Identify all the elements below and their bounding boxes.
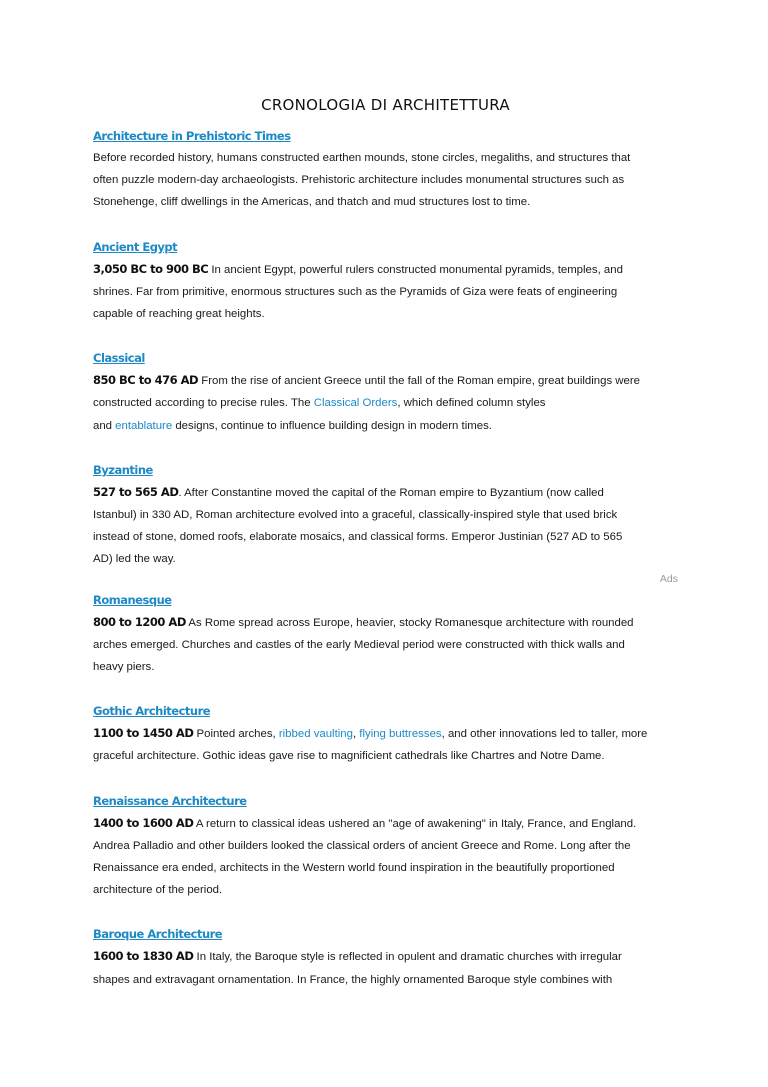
heading-classical-link[interactable]: Classical [93, 351, 145, 366]
flying-buttresses-link[interactable]: flying buttresses [359, 728, 442, 741]
date-range: 800 to 1200 AD [93, 614, 186, 629]
text-line: Istanbul) in 330 AD, Roman architecture evolved into a graceful, classically-inspired style that used brick [93, 509, 618, 522]
heading-romanesque-link[interactable]: Romanesque [93, 592, 172, 607]
text-line: A return to classical ideas ushered an "age of awakening" in Italy, France, and England. [193, 817, 637, 830]
section-romanesque [93, 589, 678, 679]
text-line: shrines. Far from primitive, enormous structures such as the Pyramids of Giza were feats of engineering [93, 285, 618, 298]
text-line: Andrea Palladio and other builders looked the classical orders of ancient Greece and Rome. Long after the [93, 839, 631, 852]
heading-byzantine-link[interactable]: Byzantine [93, 462, 153, 477]
section-classical [93, 347, 678, 437]
heading-ancient-egypt-link[interactable]: Ancient Egypt [93, 239, 178, 254]
paragraph-baroque [93, 945, 678, 990]
date-range: 527 to 565 AD [93, 484, 179, 499]
heading-baroque-link[interactable]: Baroque Architecture [93, 927, 223, 942]
text-line: architecture of the period. [93, 884, 223, 897]
date-range: 850 BC to 476 AD [93, 373, 199, 388]
heading-gothic-link[interactable]: Gothic Architecture [93, 704, 211, 719]
paragraph-gothic [93, 722, 678, 767]
text-line: arches emerged. Churches and castles of the early Medieval period were constructed with thick walls and [93, 638, 625, 651]
text-line: capable of reaching great heights. [93, 308, 265, 321]
text-line: designs, continue to influence building design in modern times. [172, 419, 492, 432]
page-title: CRONOLOGIA DI ARCHITETTURA [261, 96, 510, 114]
section-prehistoric [93, 125, 678, 214]
date-range: 1100 to 1450 AD [93, 726, 194, 741]
paragraph-romanesque [93, 611, 678, 679]
entablature-link[interactable]: entablature [115, 419, 173, 432]
text-line: As Rome spread across Europe, heavier, stocky Romanesque architecture with rounded [185, 616, 634, 629]
text-line: Pointed arches, [193, 728, 279, 741]
date-range: 3,050 BC to 900 BC [93, 261, 209, 276]
text-line: , and other innovations led to taller, more [441, 728, 648, 741]
date-range: 1600 to 1830 AD [93, 949, 194, 964]
ads-label: Ads [659, 572, 678, 585]
text-line: , [352, 728, 360, 741]
text-line: In Italy, the Baroque style is reflected in opulent and dramatic churches with irregular [193, 951, 622, 964]
text-line: From the rise of ancient Greece until the fall of the Roman empire, great buildings were [198, 375, 640, 388]
text-line: and [93, 419, 116, 432]
paragraph-ancient-egypt [93, 258, 678, 326]
text-line: , which defined column styles [397, 397, 546, 410]
paragraph-byzantine [93, 481, 678, 571]
text-line: shapes and extravagant ornamentation. In France, the highly ornamented Baroque style combines with [93, 973, 613, 986]
paragraph-renaissance [93, 812, 678, 902]
document-page [93, 95, 678, 1013]
text-line: Before recorded history, humans constructed earthen mounds, stone circles, megaliths, and structures that [93, 152, 631, 164]
text-line: Stonehenge, cliff dwellings in the Americas, and thatch and mud structures lost to time. [93, 196, 531, 209]
section-ancient-egypt [93, 236, 678, 326]
section-byzantine [93, 459, 678, 571]
section-gothic [93, 700, 678, 767]
paragraph-classical [93, 369, 678, 437]
paragraph-prehistoric [93, 147, 678, 214]
text-line: instead of stone, domed roofs, elaborate mosaics, and classical forms. Emperor Justinian (527 AD to 565 [93, 531, 623, 544]
ribbed-vaulting-link[interactable]: ribbed vaulting [278, 728, 353, 741]
section-renaissance [93, 790, 678, 902]
date-range: 1400 to 1600 AD [93, 815, 194, 830]
text-line: . After Constantine moved the capital of the Roman empire to Byzantium (now called [178, 486, 604, 499]
heading-prehistoric-link[interactable]: Architecture in Prehistoric Times [93, 129, 291, 143]
text-line: heavy piers. [93, 661, 155, 674]
text-line: Renaissance era ended, architects in the Western world found inspiration in the beautifully proportioned [93, 862, 615, 875]
heading-renaissance-link[interactable]: Renaissance Architecture [93, 793, 247, 808]
text-line: AD) led the way. [93, 553, 176, 566]
text-line: graceful architecture. Gothic ideas gave rise to magnificient cathedrals like Chartres and Notre Dame. [93, 750, 605, 763]
section-baroque [93, 923, 678, 990]
classical-orders-link[interactable]: Classical Orders [313, 397, 398, 410]
text-line: In ancient Egypt, powerful rulers constructed monumental pyramids, temples, and [208, 263, 623, 276]
text-line: constructed according to precise rules. The [93, 397, 314, 410]
text-line: often puzzle modern-day archaeologists. Prehistoric architecture includes monumental structures such as [93, 174, 625, 187]
